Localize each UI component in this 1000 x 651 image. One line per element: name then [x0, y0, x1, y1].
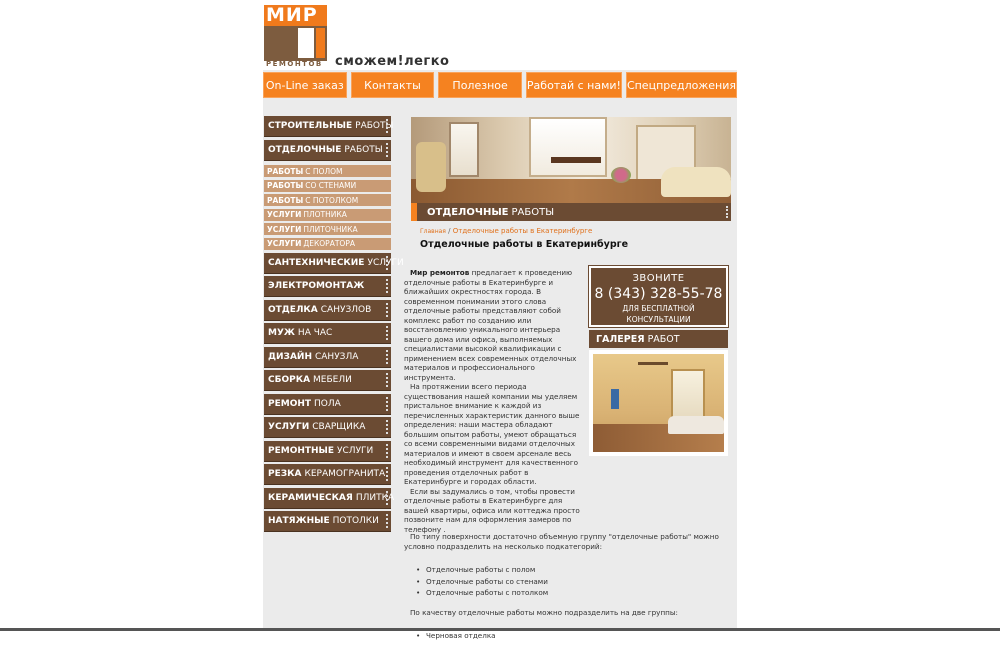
breadcrumb-current[interactable]: Отделочные работы в Екатеринбурге — [452, 227, 593, 235]
breadcrumb-separator: / — [445, 227, 453, 235]
sidebar-item-light: РАБОТЫ — [344, 144, 383, 155]
banner-window — [449, 122, 479, 177]
logo-bottom-text: РЕМОНТОВ — [266, 60, 323, 68]
sidebar-item-light: ПЛИТКА — [355, 492, 395, 503]
call-label: ЗВОНИТЕ — [632, 273, 685, 284]
list-item: • Отделочные работы со стенами — [416, 577, 734, 587]
nav-contacts[interactable]: Контакты — [351, 72, 435, 98]
sidebar-item-light: ПОЛА — [314, 398, 341, 409]
sidebar-item-bold: ЭЛЕКТРОМОНТАЖ — [268, 281, 365, 291]
sidebar-item-repair-services[interactable] — [264, 441, 391, 462]
logo-top — [264, 5, 327, 26]
sub-light: ПЛОТНИКА — [303, 210, 347, 219]
sidebar-item-bathroom-design[interactable] — [264, 347, 391, 368]
gallery-window — [671, 369, 705, 419]
sidebar-item-ceramic-tile[interactable] — [264, 488, 395, 509]
sub-light: С ПОТОЛКОМ — [305, 195, 359, 205]
sidebar-sub-floor[interactable] — [264, 165, 391, 177]
paragraph: Если вы задумались о том, чтобы провести отделочные работы в Екатеринбурге для вашей квартиры, офиса или коттеджа просто позвоните нам для оформления замеров по телефону . — [404, 486, 580, 534]
sidebar-item-light: САНУЗЛОВ — [320, 304, 372, 315]
banner-window — [529, 117, 607, 177]
lower-text — [404, 532, 734, 651]
page-title: Отделочные работы в Екатеринбурге — [420, 239, 629, 250]
banner-sofa — [661, 167, 731, 197]
company-name: Мир ремонтов — [410, 268, 470, 277]
sidebar-item-light: КЕРАМОГРАНИТА — [304, 469, 386, 479]
logo-bottom — [264, 61, 327, 69]
breadcrumb — [420, 227, 592, 235]
sidebar-item-handyman[interactable] — [264, 323, 391, 344]
logo[interactable] — [264, 5, 327, 69]
sub-bold: УСЛУГИ — [267, 224, 302, 234]
sidebar-item-light: ПОТОЛКИ — [332, 516, 379, 526]
breadcrumb-home-link[interactable]: Главная — [420, 228, 446, 235]
sidebar-sub-ceiling[interactable] — [264, 194, 391, 206]
gallery-room — [593, 354, 724, 452]
top-nav — [263, 72, 737, 98]
list-item: • Черновая отделка — [416, 631, 734, 641]
sidebar-item-plumbing[interactable] — [264, 253, 404, 274]
logo-window-shape — [316, 28, 325, 58]
sidebar-item-light: НА ЧАС — [297, 328, 333, 338]
sidebar-item-bold: СБОРКА — [268, 375, 311, 385]
sidebar-item-bold: ОТДЕЛОЧНЫЕ — [268, 144, 342, 155]
sidebar-item-light: РАБОТЫ — [355, 121, 394, 131]
logo-top-text: МИР — [266, 4, 318, 26]
phone-number[interactable]: 8 (343) 328-55-78 — [594, 286, 723, 302]
sidebar-item-bold: РЕЗКА — [268, 469, 302, 479]
sidebar-item-bold: ДИЗАЙН — [268, 351, 312, 362]
sidebar-item-bold: СТРОИТЕЛЬНЫЕ — [268, 121, 353, 131]
sidebar-item-bold: УСЛУГИ — [268, 422, 310, 432]
gallery-sofa — [668, 416, 724, 434]
sidebar-item-bold: САНТЕХНИЧЕСКИЕ — [268, 257, 365, 268]
header — [263, 0, 737, 70]
sidebar-item-light: УСЛУГИ — [337, 445, 374, 456]
paragraph-text: предлагает к проведению отделочные работы в Екатеринбурге и ближайших окрестностях города. В современном понимании этого слова отделочные работы представляют собой комплекс работ по созданию или восстановлению уникального интерьера вашего дома или офиса, выполняемых специалистами высокой квалификации с применением всех современных отделочных материалов и профессионального инструмента. — [404, 268, 577, 382]
main-text — [404, 268, 582, 534]
quality-types-list — [416, 631, 734, 641]
paragraph: По качеству отделочные работы можно подразделить на две группы: — [410, 607, 678, 617]
sidebar-sub-walls[interactable] — [264, 180, 391, 192]
paragraph — [404, 268, 582, 382]
sidebar-item-stretch-ceilings[interactable] — [264, 511, 391, 532]
sidebar-item-bold: РЕМОНТ — [268, 398, 312, 409]
sidebar-item-finishing[interactable] — [264, 140, 391, 161]
gallery-artwork — [611, 389, 619, 409]
sidebar-item-bold: КЕРАМИЧЕСКАЯ — [268, 492, 353, 503]
banner-flowers — [611, 167, 631, 183]
sub-bold: УСЛУГИ — [267, 210, 302, 219]
list-item: • Отделочные работы с полом — [416, 565, 734, 575]
sub-bold: УСЛУГИ — [267, 239, 302, 248]
bottom-border — [0, 628, 1000, 631]
sidebar-sub-tiler[interactable] — [264, 223, 391, 235]
sidebar-item-construction[interactable] — [264, 116, 394, 137]
sidebar-item-floor-repair[interactable] — [264, 394, 391, 415]
gallery-header[interactable] — [589, 330, 728, 348]
sidebar-subgroup — [264, 163, 391, 250]
section-header — [411, 203, 731, 221]
call-caption-1: ДЛЯ БЕСПЛАТНОЙ — [622, 304, 695, 313]
paragraph: По типу поверхности достаточно объемную группу "отделочные работы" можно условно подразделить на несколько подкатегорий: — [404, 532, 719, 551]
sidebar-item-bold: РЕМОНТНЫЕ — [268, 445, 335, 456]
sidebar-item-furniture[interactable] — [264, 370, 391, 391]
sidebar-item-light: УСЛУГИ — [367, 257, 404, 268]
gallery-ceiling-fan — [638, 362, 668, 365]
call-caption-2: КОНСУЛЬТАЦИИ — [626, 315, 691, 324]
nav-online-order[interactable]: On-Line заказ — [263, 72, 347, 98]
sub-bold: РАБОТЫ — [267, 166, 304, 176]
logo-door-shape — [298, 28, 314, 58]
sidebar-item-bathroom[interactable] — [264, 300, 391, 321]
sub-light: ДЕКОРАТОРА — [303, 239, 355, 248]
sidebar-item-bold: НАТЯЖНЫЕ — [268, 516, 330, 526]
nav-useful[interactable]: Полезное — [438, 72, 522, 98]
call-box[interactable] — [589, 266, 728, 327]
sidebar-sub-carpenter[interactable] — [264, 209, 391, 221]
sidebar-item-welder[interactable] — [264, 417, 391, 438]
section-light: РАБОТЫ — [511, 206, 555, 218]
sidebar-sub-decorator[interactable] — [264, 238, 391, 250]
gallery-image[interactable] — [589, 350, 728, 456]
banner-table — [551, 157, 601, 163]
page — [263, 0, 737, 640]
sidebar-item-bold: ОТДЕЛКА — [268, 304, 318, 315]
nav-special-offers[interactable]: Спецпредложения — [626, 72, 737, 98]
sub-light: С ПОЛОМ — [305, 166, 343, 176]
sidebar-item-bold: МУЖ — [268, 328, 295, 338]
nav-careers[interactable]: Работай с нами! — [526, 72, 622, 98]
sidebar-item-electrical[interactable] — [264, 276, 391, 297]
sidebar-item-light: МЕБЕЛИ — [313, 375, 352, 385]
slogan: сможем!легко — [335, 54, 450, 69]
section-bold: ОТДЕЛОЧНЫЕ — [427, 206, 509, 218]
surface-types-list — [416, 565, 734, 598]
sub-bold: РАБОТЫ — [267, 195, 304, 205]
sub-bold: РАБОТЫ — [267, 181, 304, 190]
sidebar-item-light: СВАРЩИКА — [312, 422, 366, 432]
list-item: • Отделочные работы с потолком — [416, 588, 734, 598]
sidebar-item-porcelain-cutting[interactable] — [264, 464, 391, 485]
sub-light: СО СТЕНАМИ — [305, 181, 357, 190]
sub-light: ПЛИТОЧНИКА — [303, 224, 358, 234]
sidebar-item-light: САНУЗЛА — [314, 351, 359, 362]
gallery-bold: ГАЛЕРЕЯ — [596, 333, 645, 345]
banner-chair — [416, 142, 446, 192]
gallery-light: РАБОТ — [647, 333, 680, 345]
sidebar — [264, 116, 404, 535]
paragraph: На протяжении всего периода существования нашей компании мы уделяем пристальное внимание к каждой из перечисленных характеристик данного выше определения: наши мастера обладают большим опытом работы, умеют обращаться со всеми современными видами отделочных материалов и имеют в своем арсенале весь необходимый инструмент для качественного проведения отделочных работ в Екатеринбурге и городах области. — [404, 382, 580, 486]
